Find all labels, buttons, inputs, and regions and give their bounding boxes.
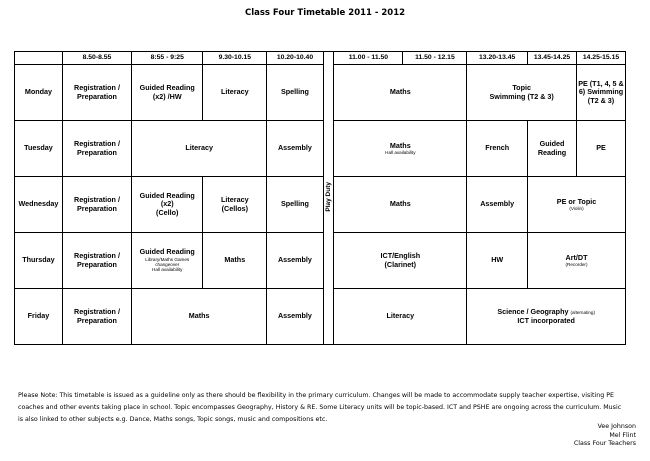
time-header: 11.00 - 11.50 <box>334 52 403 65</box>
guided-reading-label: Guided Reading (x2) <box>139 191 195 209</box>
lesson-cell: Registration / Preparation <box>62 233 131 289</box>
lesson-cell: HW <box>467 233 528 289</box>
science-label: Science / Geography <box>497 307 569 317</box>
ict-label: ICT incorporated <box>517 315 575 325</box>
lesson-cell: Assembly <box>267 121 323 177</box>
corner-cell <box>15 52 63 65</box>
lesson-cell <box>334 121 467 177</box>
art-label: Art/DT <box>565 252 588 262</box>
lesson-cell: Spelling <box>267 65 323 121</box>
teacher-role: Class Four Teachers <box>573 440 636 447</box>
ict-label: ICT/English <box>380 251 421 261</box>
hall-note: Hall availability <box>152 267 183 273</box>
timetable <box>14 51 626 345</box>
recorder-note: (Recorder) <box>565 262 588 267</box>
time-header: 14.25-15.15 <box>576 52 625 65</box>
lesson-cell <box>132 177 203 233</box>
pe-topic-label: PE or Topic <box>556 196 597 206</box>
time-header: 8.50-8.55 <box>62 52 131 65</box>
time-header: 13.45-14.25 <box>528 52 577 65</box>
lesson-cell: Maths <box>203 233 267 289</box>
lesson-cell: Guided Reading (x2) /HW <box>132 65 203 121</box>
lesson-cell: Literacy <box>334 289 467 345</box>
lesson-cell: PE (T1, 4, 5 & 6) Swimming (T2 & 3) <box>576 65 625 121</box>
page-title: Class Four Timetable 2011 - 2012 <box>244 8 406 18</box>
lesson-cell: Literacy <box>132 121 267 177</box>
day-label: Tuesday <box>15 121 63 177</box>
time-header: 10.20-10.40 <box>267 52 323 65</box>
row-thursday <box>15 233 626 289</box>
day-label: Friday <box>15 289 63 345</box>
lesson-cell: Registration / Preparation <box>62 177 131 233</box>
alternating-note: (alternating) <box>570 310 595 316</box>
cello-note: (Cello) <box>156 207 179 217</box>
day-label: Wednesday <box>15 177 63 233</box>
time-header: 9.30-10.15 <box>203 52 267 65</box>
cellos-note: (Cellos) <box>221 203 248 213</box>
guideline-note: Please Note: This timetable is issued as a guideline only as there should be flexibility in the primary curriculum. Changes will be made to accommodate supply teacher expertise, visiting PE coaches and other events taking place in school. Topic encompasses Geography, History & RE. Some Literacy units will be topic-based. ICT and PSHE are ongoing across the curriculum. Music is also linked to other subjects e.g. Dance, Maths songs, Topic songs, music and compositions etc. <box>18 392 622 423</box>
row-monday <box>15 65 626 121</box>
lesson-cell: Guided Reading <box>528 121 577 177</box>
lesson-cell: PE <box>576 121 625 177</box>
lesson-cell: Assembly <box>467 177 528 233</box>
maths-label: Maths <box>389 140 411 150</box>
guided-reading-label: Guided Reading <box>139 247 195 257</box>
day-label: Monday <box>15 65 63 121</box>
lesson-cell <box>203 177 267 233</box>
literacy-label: Literacy <box>221 195 249 205</box>
lesson-cell <box>467 65 577 121</box>
topic-label: Topic <box>512 83 531 93</box>
swimming-label: Swimming (T2 & 3) <box>489 91 554 101</box>
clarinet-note: (Clarinet) <box>384 259 417 269</box>
library-note: Library/Maths Games changeover <box>145 256 190 267</box>
lesson-cell <box>467 289 626 345</box>
play-duty-label: Play Duty <box>324 181 332 212</box>
time-header: 13.20-13.45 <box>467 52 528 65</box>
day-label: Thursday <box>15 233 63 289</box>
lesson-cell: French <box>467 121 528 177</box>
lesson-cell: Spelling <box>267 177 323 233</box>
signature-block <box>574 423 636 449</box>
violin-note: (Violin) <box>569 206 584 211</box>
lesson-cell <box>334 233 467 289</box>
lesson-cell: Registration / Preparation <box>62 289 131 345</box>
lesson-cell: Registration / Preparation <box>62 65 131 121</box>
hall-note: Hall availability <box>385 150 416 155</box>
lesson-cell <box>528 177 626 233</box>
row-friday <box>15 289 626 345</box>
lesson-cell: Maths <box>334 177 467 233</box>
lesson-cell: Maths <box>334 65 467 121</box>
lesson-cell: Maths <box>132 289 267 345</box>
time-header: 8:55 - 9:25 <box>132 52 203 65</box>
row-wednesday <box>15 177 626 233</box>
lesson-cell: Assembly <box>267 233 323 289</box>
teacher-name: Vee Johnson <box>597 423 636 430</box>
header-row <box>15 52 626 65</box>
time-header: 11.50 - 12.15 <box>403 52 467 65</box>
lesson-cell: Assembly <box>267 289 323 345</box>
lesson-cell <box>132 233 203 289</box>
row-tuesday <box>15 121 626 177</box>
lesson-cell: Literacy <box>203 65 267 121</box>
play-duty-cell <box>323 52 334 345</box>
lesson-cell: Registration / Preparation <box>62 121 131 177</box>
lesson-cell <box>528 233 626 289</box>
teacher-name: Mel Flint <box>609 431 636 439</box>
